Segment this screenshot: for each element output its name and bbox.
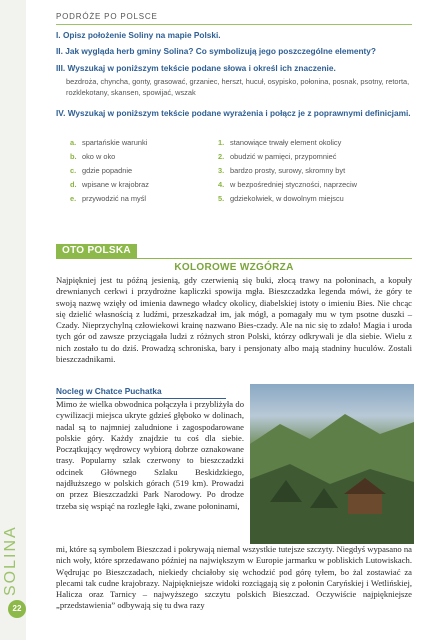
question-3: III. Wyszukaj w poniższym tekście podane słowa i określ ich znaczenie. <box>56 63 336 73</box>
mountain-landscape-image <box>250 384 414 544</box>
page-number: 22 <box>8 600 26 618</box>
mountain-photo <box>250 384 414 544</box>
article-title: KOLOROWE WZGÓRZA <box>174 262 294 273</box>
article-paragraph: Najpiękniej jest tu późną jesienią, gdy czerwienią się buki, złocą trawy na połoninach, a kopuły drewnianych cerkwi i przydrożne kapliczki spowija mgła. Bieszczadzka legenda mówi, że góry te swoją nazwę wzięły od imienia dawnego władcy okolicy, diabelskiej istoty o imieniu Bies. Nie chcąc się dzielić własnością z ludźmi, przeszkadzał im, jak mógł, a pomagały mu w tym psotne duszki – Czady. Nieprzychylną człowiekowi krainę nazwano Bies-czady. Ale na nic się to zdało! Magia i uroda tych gór od zawsze przyciągała ludzi z różnych stron Polski, którzy odkrywali je dla siebie. Wielu z nich zostało tu do dziś. Prowadzą schroniska, bary i pensjonaty albo mają stadniny huculów. Zostali bieszczadnikami. <box>56 275 412 365</box>
question-1: I. Opisz położenie Soliny na mapie Polski. <box>56 30 221 40</box>
subheading: Nocleg w Chatce Puchatka <box>56 386 162 396</box>
side-title: SOLINA <box>2 525 19 596</box>
matching-row: e. przywodzić na myśl 5. gdziekolwiek, w dowolnym miejscu <box>70 194 344 203</box>
question-4: IV. Wyszukaj w poniższym tekście podane wyrażenia i połącz je z poprawnymi definicjami. <box>56 108 411 118</box>
header-rule <box>56 24 412 25</box>
matching-row: b. oko w oko 2. obudzić w pamięci, przypomnieć <box>70 152 337 161</box>
question-2: II. Jak wygląda herb gminy Solina? Co symbolizują jego poszczególne elementy? <box>56 46 376 56</box>
running-head: PODRÓŻE PO POLSCE <box>56 12 158 21</box>
matching-row: d. wpisane w krajobraz 4. w bezpośredniej styczności, naprzeciw <box>70 180 357 189</box>
words-list: bezdroża, chyncha, gonty, grasować, grzaniec, herszt, hucuł, osypisko, połonina, posnak, psotny, retorta, rozklekotany, skansen, spowijać, wszak <box>66 77 410 97</box>
matching-row: a. spartańskie warunki 1. stanowiące trwały element okolicy <box>70 138 342 147</box>
column-text: Mimo że wielka obwodnica połączyła i przybliżyła do cywilizacji miejsca ukryte gdzieś głęboko w dolinach, nadal są to najmniej zaludnione i zagospodarowane polskie góry. Każdy znajdzie tu coś dla siebie. Początkujący wędrowcy wybiorą dobrze oznakowane trasy. Popularny szlak czerwony to bieszczadzki odcinek Głównego Szlaku Beskidzkiego, najdłuższego w polskich górach (519 km). Prowadzi on przez Bieszczadzki Park Narodowy. Po drodze trzeba się wspiąć na rozległe łąki, zwane połoninami, <box>56 399 244 511</box>
section-rule <box>56 258 412 259</box>
full-width-text: mi, które są symbolem Bieszczad i pokrywają niemal wszystkie tutejsze szczyty. Niegdyś wypasano na nich woły, które sprzedawano później na największym w Europie jarmarku w pobliskich Lutowiskach. Wędrując po Bieszczadach, niekiedy chciałoby się wchodzić pod górę tyłem, bo żal zostawiać za plecami tak cudne krajobrazy. Najpiękniejsze widoki rozciągają się z połonin Caryńskiej i Wetlińskiej, Halicza oraz Tarnicy – najwyższego szczytu polskich Bieszczad. Oczywiście najpiękniejsze „przedstawienia” odbywają się tu dwa razy <box>56 544 412 611</box>
section-label: OTO POLSKA <box>56 244 137 258</box>
matching-row: c. gdzie popadnie 3. bardzo prosty, surowy, skromny byt <box>70 166 346 175</box>
